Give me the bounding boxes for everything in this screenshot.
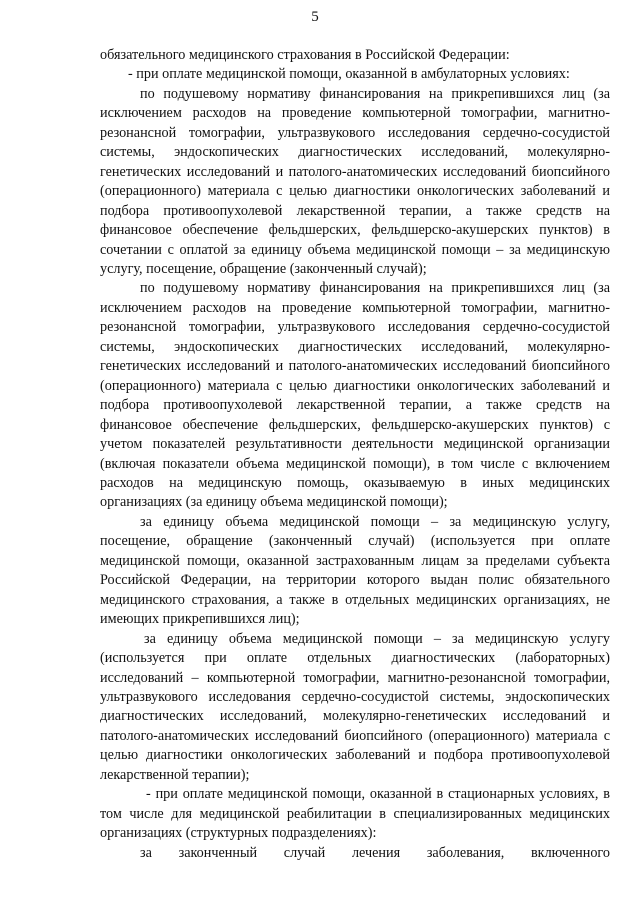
document-body <box>100 46 610 863</box>
paragraph-inpatient-heading: - при оплате медицинской помощи, оказанной в стационарных условиях, в том числе для медицинской реабилитации в специализированных медицинских организациях (структурных подразделениях): <box>100 786 610 842</box>
paragraph-unit-visit: за единицу объема медицинской помощи – за медицинскую услугу, посещение, обращение (законченный случай) (используется при оплате медицинской помощи, оказанной застрахованным лицам за пределами субъекта Российской Федерации, на территории которого выдан полис обязательного медицинского страхования, а также в отдельных медицинских организациях, не имеющих прикрепившихся лиц); <box>100 513 610 628</box>
paragraph-outpatient-heading: - при оплате медицинской помощи, оказанной в амбулаторных условиях: <box>128 66 570 83</box>
paragraph-per-capita-combined: по подушевому нормативу финансирования на прикрепившихся лиц (за исключением расходов на проведение компьютерной томографии, магнитно-резонансной томографии, ультразвукового исследования сердечно-сосудистой системы, эндоскопических диагностических исследований, молекулярно-генетических исследований и патолого-анатомических исследований биопсийного (операционного) материала с целью диагностики онкологических заболеваний и подбора противоопухолевой лекарственной терапии, а также средств на финансовое обеспечение фельдшерских, фельдшерско-акушерских пунктов) в сочетании с оплатой за единицу объема медицинской помощи – за медицинскую услугу, посещение, обращение (законченный случай); <box>100 85 610 277</box>
paragraph-continuation: обязательного медицинского страхования в Российской Федерации: <box>100 47 510 63</box>
page-number: 5 <box>311 9 319 25</box>
paragraph-per-capita-performance: по подушевому нормативу финансирования на прикрепившихся лиц (за исключением расходов на проведение компьютерной томографии, магнитно-резонансной томографии, ультразвукового исследования сердечно-сосудистой системы, эндоскопических диагностических исследований, молекулярно-генетических исследований и патолого-анатомических исследований биопсийного (операционного) материала с целью диагностики онкологических заболеваний и подбора противоопухолевой лекарственной терапии, а также средств на финансовое обеспечение фельдшерских, фельдшерско-акушерских пунктов) с учетом показателей результативности деятельности медицинской организации (включая показатели объема медицинской помощи), в том числе с включением расходов на медицинскую помощь, оказываемую в иных медицинских организациях (за единицу объема медицинской помощи); <box>100 280 610 511</box>
paragraph-unit-diagnostic: за единицу объема медицинской помощи – за медицинскую услугу (используется при оплате отдельных диагностических (лабораторных) исследований – компьютерной томографии, магнитно-резонансной томографии, ультразвукового исследования сердечно-сосудистой системы, эндоскопических диагностических исследований, молекулярно-генетических исследований и патолого-анатомических исследований биопсийного (операционного) материала с целью диагностики онкологических заболеваний и подбора противоопухолевой лекарственной терапии); <box>100 630 610 783</box>
paragraph-completed-case: за законченный случай лечения заболевания, включенного <box>140 844 610 861</box>
